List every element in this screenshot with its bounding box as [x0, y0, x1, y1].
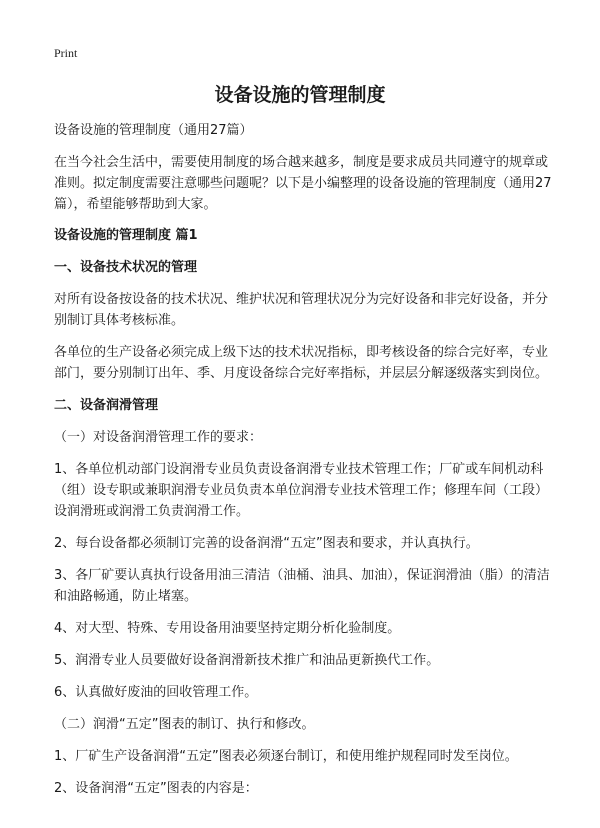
list-item: 6、认真做好废油的回收管理工作。	[54, 685, 258, 700]
heading-technical-status: 一、设备技术状况的管理	[54, 260, 198, 275]
intro-paragraph: 在当今社会生活中，需要使用制度的场合越来越多，制度是要求成员共同遵守的规章或准则。拟定制度需要注意哪些问题呢？以下是小编整理的设备设施的管理制度（通用27篇），希望能够帮助到大家。	[54, 155, 552, 212]
section-title: 设备设施的管理制度 篇1	[54, 228, 198, 243]
list-item: 2、设备润滑“五定”图表的内容是：	[54, 781, 258, 796]
list-item: 4、对大型、特殊、专用设备用油要坚持定期分析化验制度。	[54, 621, 401, 636]
list-item: 1、各单位机动部门设润滑专业员负责设备润滑专业技术管理工作；厂矿或车间机动科（组）设专职或兼职润滑专业员负责本单位润滑专业技术管理工作；修理车间（工段）设润滑班或润滑工负责润滑工作。	[54, 462, 549, 519]
paragraph: 对所有设备按设备的技术状况、维护状况和管理状况分为完好设备和非完好设备，并分别制订具体考核标准。	[54, 292, 549, 328]
print-link[interactable]: Print	[54, 46, 78, 60]
subheading: （二）润滑“五定”图表的制订、执行和修改。	[54, 717, 315, 732]
list-item: 5、润滑专业人员要做好设备润滑新技术推广和油品更新换代工作。	[54, 653, 440, 668]
document-body	[54, 120, 554, 799]
list-item: 2、每台设备都必须制订完善的设备润滑“五定”图表和要求，并认真执行。	[54, 536, 479, 551]
document-subtitle: 设备设施的管理制度（通用27篇）	[54, 123, 253, 138]
list-item: 3、各厂矿要认真执行设备用油三清洁（油桶、油具、加油），保证润滑油（脂）的清洁和油路畅通，防止堵塞。	[54, 568, 550, 604]
list-item: 1、厂矿生产设备润滑“五定”图表必须逐台制订，和使用维护规程同时发至岗位。	[54, 749, 518, 764]
heading-lubrication: 二、设备润滑管理	[54, 398, 159, 413]
subheading: （一）对设备润滑管理工作的要求：	[54, 430, 263, 445]
page-title: 设备设施的管理制度	[214, 84, 386, 106]
paragraph: 各单位的生产设备必须完成上级下达的技术状况指标，即考核设备的综合完好率，专业部门，要分别制订出年、季、月度设备综合完好率指标，并层层分解逐级落实到岗位。	[54, 345, 549, 381]
